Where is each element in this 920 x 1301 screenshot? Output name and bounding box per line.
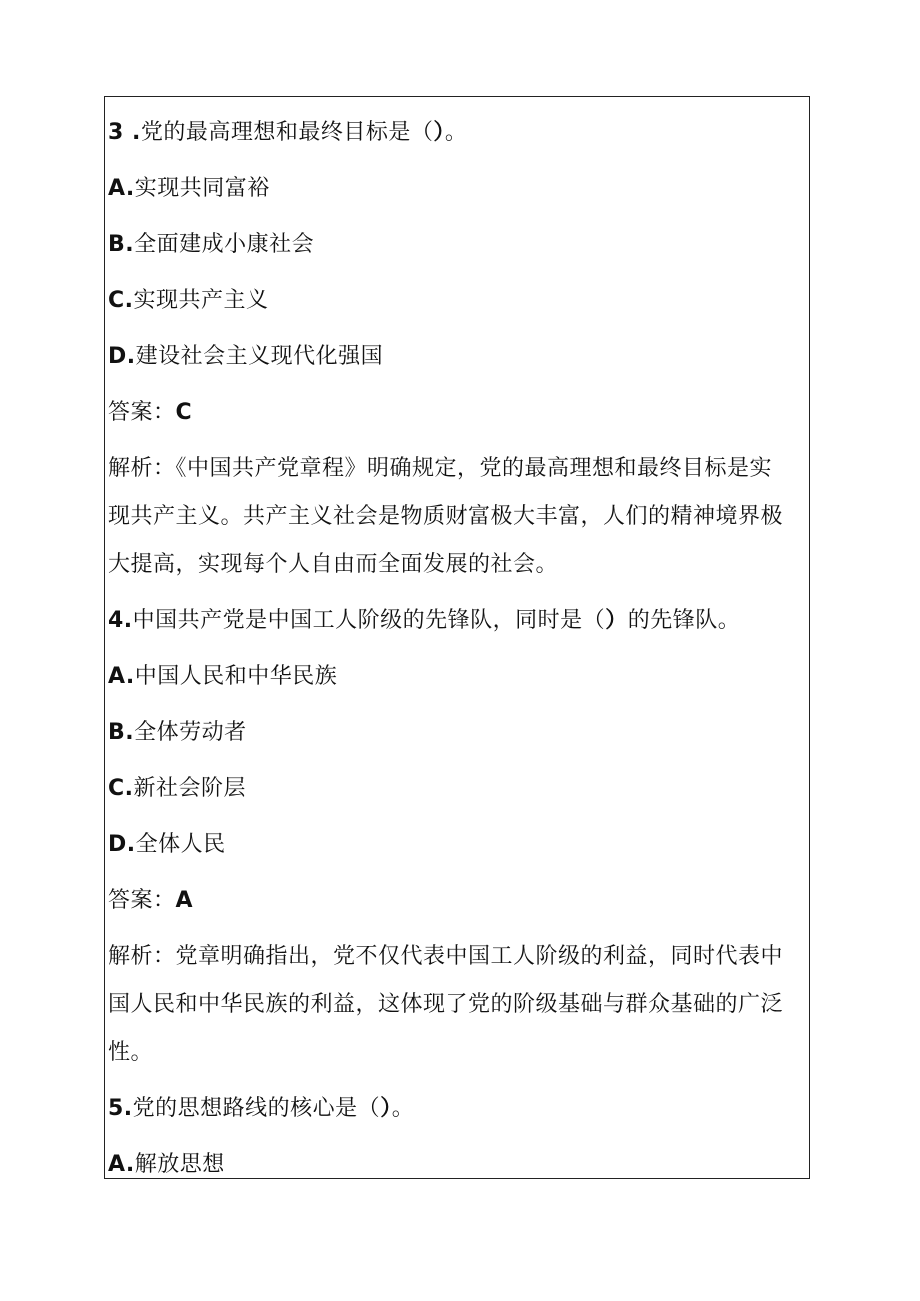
- answer-line: [108, 385, 806, 441]
- option-text: 全体人民: [135, 832, 226, 857]
- explanation-line: 性。: [108, 1040, 154, 1065]
- question-text: 党的最高理想和最终目标是（: [140, 120, 434, 145]
- option-text: 中国人民和中华民族: [134, 664, 338, 689]
- question-text-end: 。: [391, 1096, 415, 1121]
- answer-line: [108, 873, 806, 929]
- paren-close: ）: [433, 120, 445, 145]
- answer-label: 答案：: [108, 400, 176, 425]
- answer-label: 答案：: [108, 888, 176, 913]
- question-content: [108, 105, 806, 1179]
- explanation: [108, 441, 806, 593]
- option-a: [108, 1137, 806, 1179]
- option-letter: C.: [108, 776, 134, 801]
- option-text: 解放思想: [134, 1152, 225, 1177]
- option-b: [108, 217, 806, 273]
- question-text-end: 的先锋队。: [627, 608, 741, 633]
- option-letter: A.: [108, 664, 135, 689]
- paren-close: ）: [605, 608, 628, 633]
- option-letter: B.: [108, 232, 135, 257]
- explanation-line: 现共产主义。共产主义社会是物质财富极大丰富，人们的精神境界极: [108, 504, 784, 529]
- question-number: 4.: [108, 608, 133, 633]
- paren-close: ）: [380, 1096, 392, 1121]
- option-c: [108, 761, 806, 817]
- explanation-line: 解析：党章明确指出，党不仅代表中国工人阶级的利益，同时代表中: [108, 944, 784, 969]
- option-text: 全体劳动者: [134, 720, 247, 745]
- question-number: 5.: [108, 1096, 133, 1121]
- answer-value: A: [175, 888, 194, 913]
- option-text: 新社会阶层: [133, 776, 247, 801]
- question-4-stem: [108, 593, 806, 649]
- question-text: 中国共产党是中国工人阶级的先锋队，同时是（: [132, 608, 606, 633]
- question-box: [104, 96, 810, 1179]
- option-d: [108, 329, 806, 385]
- explanation-line: 解析：《中国共产党章程》明确规定，党的最高理想和最终目标是实: [108, 456, 773, 481]
- question-5-stem: [108, 1081, 806, 1137]
- option-b: [108, 705, 806, 761]
- option-text: 实现共同富裕: [134, 176, 270, 201]
- option-letter: A.: [108, 176, 135, 201]
- explanation: [108, 929, 806, 1081]
- option-c: [108, 273, 806, 329]
- question-text-end: 。: [444, 120, 468, 145]
- option-letter: A.: [108, 1152, 135, 1177]
- question-number: 3 .: [108, 120, 141, 145]
- option-letter: D.: [108, 344, 136, 369]
- question-text: 党的思想路线的核心是（: [132, 1096, 381, 1121]
- option-a: [108, 649, 806, 705]
- explanation-line: 国人民和中华民族的利益，这体现了党的阶级基础与群众基础的广泛: [108, 992, 784, 1017]
- answer-value: C: [175, 400, 193, 425]
- option-text: 建设社会主义现代化强国: [135, 344, 384, 369]
- explanation-line: 大提高，实现每个人自由而全面发展的社会。: [108, 552, 559, 577]
- option-d: [108, 817, 806, 873]
- option-text: 全面建成小康社会: [134, 232, 315, 257]
- option-a: [108, 161, 806, 217]
- option-letter: D.: [108, 832, 136, 857]
- option-letter: C.: [108, 288, 134, 313]
- question-3-stem: [108, 105, 806, 161]
- option-letter: B.: [108, 720, 135, 745]
- option-text: 实现共产主义: [133, 288, 269, 313]
